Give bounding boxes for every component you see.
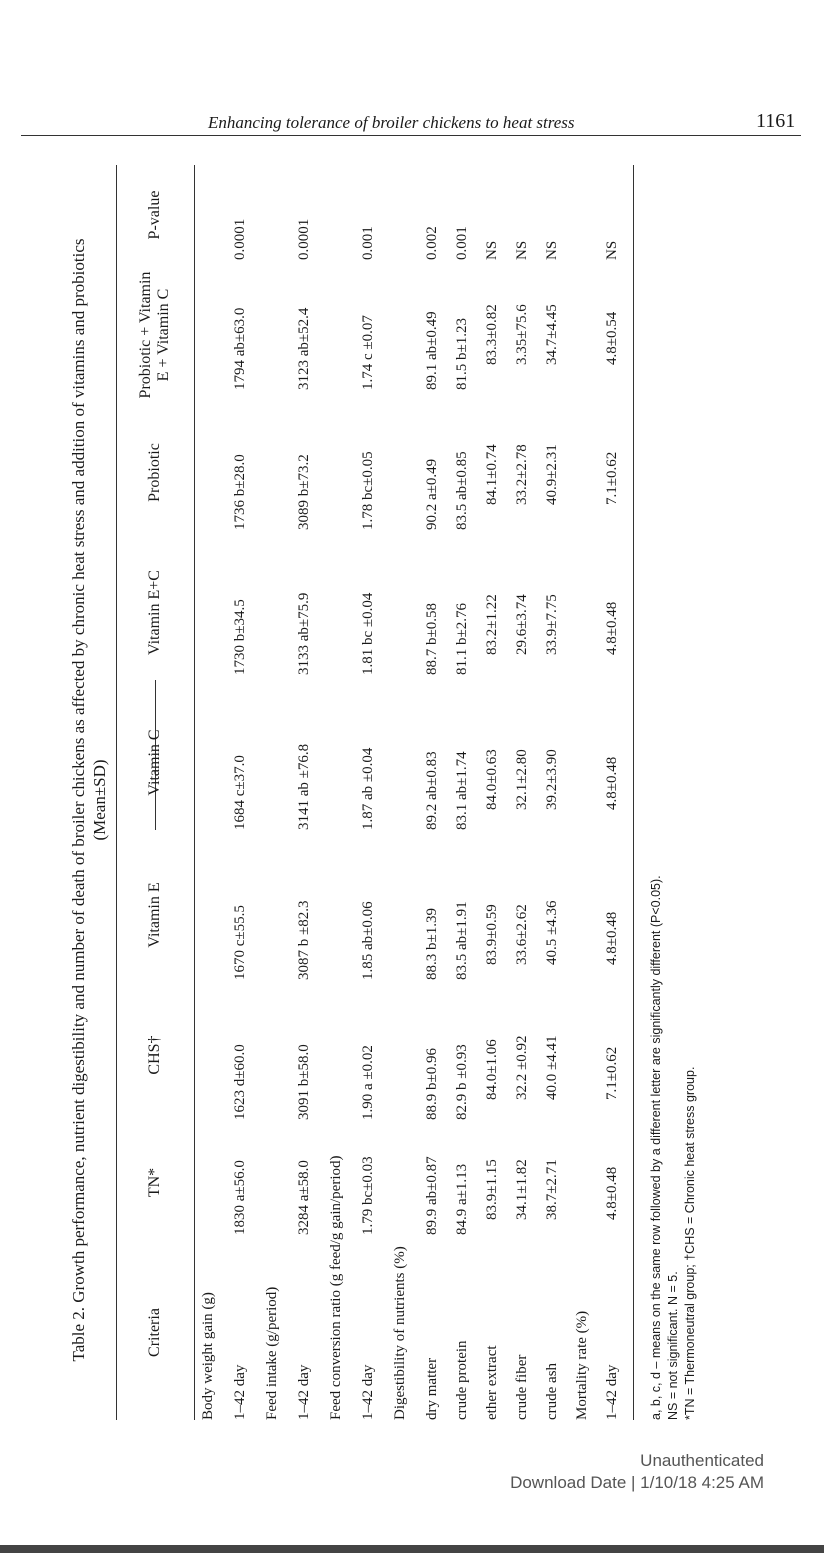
cell-tn: 1.79 bc±0.03 xyxy=(360,1156,376,1235)
cell-vitamin-e-c: 88.7 b±0.58 xyxy=(424,603,440,675)
group-row-bwg xyxy=(200,165,226,1420)
page-number: 1161 xyxy=(756,110,796,132)
group-row-mort xyxy=(574,165,600,1420)
col-header-p-value: P-value xyxy=(146,190,163,240)
cell-tn: 89.9 ab±0.87 xyxy=(424,1156,440,1235)
cell-p-value: NS xyxy=(544,240,560,260)
cell-probiotic-vit: 81.5 b±1.23 xyxy=(454,318,470,390)
group-label: Feed conversion ratio (g feed/g gain/period) xyxy=(328,1155,344,1420)
cell-vitamin-e: 88.3 b±1.39 xyxy=(424,908,440,980)
cell-probiotic: 40.9±2.31 xyxy=(544,444,560,505)
cell-p-value: 0.002 xyxy=(424,226,440,260)
cell-probiotic-vit: 3123 ab±52.4 xyxy=(296,307,312,390)
cell-tn: 1830 a±56.0 xyxy=(232,1160,248,1235)
cell-p-value: NS xyxy=(604,240,620,260)
cell-probiotic-vit: 34.7±4.45 xyxy=(544,304,560,365)
table-row xyxy=(360,165,386,1420)
cell-p-value: 0.0001 xyxy=(232,218,248,260)
row-label: 1–42 day xyxy=(360,1364,376,1420)
cell-vitamin-e: 1670 c±55.5 xyxy=(232,905,248,980)
cell-probiotic: 90.2 a±0.49 xyxy=(424,458,440,530)
group-label: Feed intake (g/period) xyxy=(264,1286,280,1420)
cell-vitamin-e: 4.8±0.48 xyxy=(604,911,620,965)
cell-vitamin-e-c: 4.8±0.48 xyxy=(604,601,620,655)
cell-probiotic-vit: 4.8±0.54 xyxy=(604,311,620,365)
cell-tn: 3284 a±58.0 xyxy=(296,1160,312,1235)
cell-vitamin-c: 83.1 ab±1.74 xyxy=(454,751,470,830)
cell-vitamin-c: 84.0±0.63 xyxy=(484,749,500,810)
col-header-chs: CHS† xyxy=(146,1035,163,1075)
cell-vitamin-e-c: 1730 b±34.5 xyxy=(232,599,248,675)
cell-probiotic-vit: 3.35±75.6 xyxy=(514,304,530,365)
cell-vitamin-e: 83.5 ab±1.91 xyxy=(454,901,470,980)
cell-vitamin-e: 40.5 ±4.36 xyxy=(544,900,560,965)
cell-vitamin-e-c: 29.6±3.74 xyxy=(514,594,530,655)
cell-vitamin-c: 32.1±2.80 xyxy=(514,749,530,810)
cell-tn: 4.8±0.48 xyxy=(604,1166,620,1220)
cell-vitamin-c: 1.87 ab ±0.04 xyxy=(360,747,376,830)
table-row xyxy=(296,165,322,1420)
cell-probiotic: 84.1±0.74 xyxy=(484,444,500,505)
col-header-criteria: Criteria xyxy=(146,1308,163,1357)
group-row-dig xyxy=(392,165,418,1420)
col-header-probiotic: Probiotic xyxy=(146,443,163,502)
table-bottom-rule xyxy=(633,165,634,1420)
group-row-fi xyxy=(264,165,290,1420)
footnote-ns: NS = not significant. N = 5. xyxy=(666,1271,680,1420)
table-row xyxy=(544,165,570,1420)
group-label: Body weight gain (g) xyxy=(200,1292,216,1420)
group-label: Mortality rate (%) xyxy=(574,1310,590,1420)
table-row xyxy=(232,165,258,1420)
cell-chs: 3091 b±58.0 xyxy=(296,1044,312,1120)
table-row xyxy=(484,165,510,1420)
header-divider xyxy=(21,135,801,136)
table-row xyxy=(604,165,630,1420)
cell-vitamin-c: 89.2 ab±0.83 xyxy=(424,751,440,830)
cell-chs: 40.0 ±4.41 xyxy=(544,1035,560,1100)
cell-p-value: NS xyxy=(484,240,500,260)
group-label: Digestibility of nutrients (%) xyxy=(392,1246,408,1420)
cell-chs: 82.9 b ±0.93 xyxy=(454,1044,470,1120)
cell-probiotic: 83.5 ab±0.85 xyxy=(454,451,470,530)
col-header-vitamin-e: Vitamin E xyxy=(146,882,163,948)
col-header-vitamin-c: Vitamin C xyxy=(146,729,163,796)
cell-vitamin-e-c: 1.81 bc ±0.04 xyxy=(360,592,376,675)
caption-line-1: Table 2. Growth performance, nutrient digestibility and number of death of broiler chickens as affected by chronic heat stress and addition of vitamins and probiotics xyxy=(69,238,88,1362)
cell-tn: 38.7±2.71 xyxy=(544,1159,560,1220)
cell-vitamin-c: 3141 ab ±76.8 xyxy=(296,743,312,830)
footnote-abbreviations: *TN = Thermoneutral group; †CHS = Chronic heat stress group. xyxy=(683,1066,697,1420)
watermark-line-1: Unauthenticated xyxy=(640,1451,764,1470)
cell-vitamin-c: 4.8±0.48 xyxy=(604,756,620,810)
cell-chs: 32.2 ±0.92 xyxy=(514,1035,530,1100)
table-2 xyxy=(68,170,697,1430)
download-watermark xyxy=(510,1450,764,1494)
table-row xyxy=(424,165,450,1420)
bottom-bar xyxy=(0,1545,824,1553)
cell-chs: 84.0±1.06 xyxy=(484,1039,500,1100)
cell-p-value: NS xyxy=(514,240,530,260)
cell-tn: 83.9±1.15 xyxy=(484,1159,500,1220)
table-caption xyxy=(68,180,110,1420)
cell-p-value: 0.001 xyxy=(454,226,470,260)
cell-chs: 7.1±0.62 xyxy=(604,1046,620,1100)
cell-p-value: 0.0001 xyxy=(296,218,312,260)
cell-tn: 34.1±1.82 xyxy=(514,1159,530,1220)
row-label: dry matter xyxy=(424,1357,440,1420)
table-row xyxy=(514,165,540,1420)
cell-probiotic: 3089 b±73.2 xyxy=(296,454,312,530)
cell-vitamin-e-c: 81.1 b±2.76 xyxy=(454,603,470,675)
watermark-line-2: Download Date | 1/10/18 4:25 AM xyxy=(510,1473,764,1492)
row-label: crude protein xyxy=(454,1340,470,1420)
running-title: Enhancing tolerance of broiler chickens to heat stress xyxy=(208,113,575,132)
cell-vitamin-e-c: 83.2±1.22 xyxy=(484,594,500,655)
row-label: crude fiber xyxy=(514,1354,530,1420)
cell-vitamin-c: 39.2±3.90 xyxy=(544,749,560,810)
cell-vitamin-e: 33.6±2.62 xyxy=(514,904,530,965)
cell-tn: 84.9 a±1.13 xyxy=(454,1163,470,1235)
group-row-fcr xyxy=(328,165,354,1420)
col-header-vitamin-e-c: Vitamin E+C xyxy=(146,570,163,655)
cell-probiotic-vit: 1794 ab±63.0 xyxy=(232,307,248,390)
cell-probiotic: 1.78 bc±0.05 xyxy=(360,451,376,530)
col-header-probiotic-vit-e-c: Probiotic + Vitamin E + Vitamin C xyxy=(137,271,172,399)
cell-vitamin-e: 1.85 ab±0.06 xyxy=(360,901,376,980)
table-footnotes xyxy=(648,180,699,1420)
cell-probiotic-vit: 89.1 ab±0.49 xyxy=(424,311,440,390)
row-label: ether extract xyxy=(484,1345,500,1420)
cell-p-value: 0.001 xyxy=(360,226,376,260)
cell-chs: 1623 d±60.0 xyxy=(232,1044,248,1120)
cell-vitamin-e-c: 33.9±7.75 xyxy=(544,594,560,655)
cell-probiotic: 7.1±0.62 xyxy=(604,451,620,505)
cell-vitamin-e: 3087 b ±82.3 xyxy=(296,900,312,980)
table-row xyxy=(454,165,480,1420)
col-header-tn: TN* xyxy=(146,1167,163,1198)
cell-probiotic: 1736 b±28.0 xyxy=(232,454,248,530)
row-label: crude ash xyxy=(544,1362,560,1420)
cell-vitamin-e-c: 3133 ab±75.9 xyxy=(296,592,312,675)
cell-probiotic-vit: 1.74 c ±0.07 xyxy=(360,315,376,390)
cell-probiotic-vit: 83.3±0.82 xyxy=(484,304,500,365)
cell-chs: 1.90 a ±0.02 xyxy=(360,1045,376,1120)
cell-chs: 88.9 b±0.96 xyxy=(424,1048,440,1120)
caption-line-2: (Mean±SD) xyxy=(90,759,109,841)
cell-vitamin-e: 83.9±0.59 xyxy=(484,904,500,965)
cell-vitamin-c: 1684 c±37.0 xyxy=(232,755,248,830)
table-header-rule xyxy=(194,165,195,1420)
footnote-significance: a, b, c, d – means on the same row followed by a different letter are significantly different (P<0.05). xyxy=(649,875,663,1420)
row-label: 1–42 day xyxy=(604,1364,620,1420)
row-label: 1–42 day xyxy=(232,1364,248,1420)
row-label: 1–42 day xyxy=(296,1364,312,1420)
cell-probiotic: 33.2±2.78 xyxy=(514,444,530,505)
